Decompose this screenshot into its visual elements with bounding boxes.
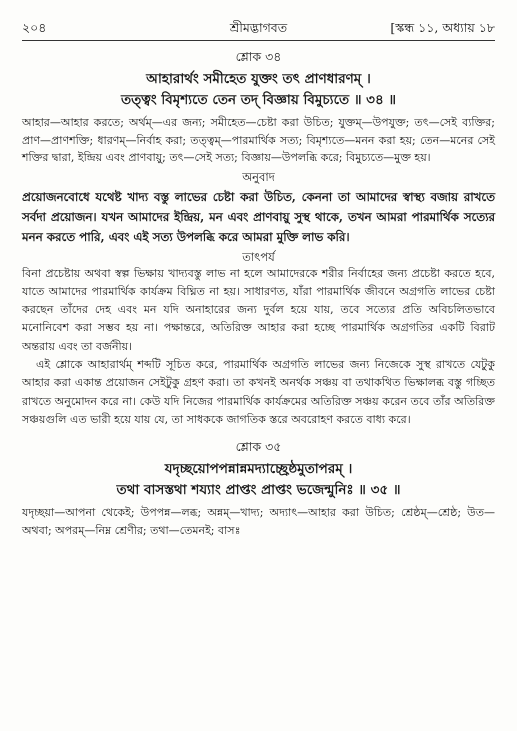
verse-line: যদৃচ্ছয়োপপন্নান্নমদ্যাচ্ছ্রেষ্ঠমুতাপরম্ । (164, 461, 353, 478)
sloka-34-heading: শ্লোক ৩৪ (235, 49, 282, 64)
book-title: শ্রীমদ্ভাগবত (229, 20, 288, 35)
sloka-35-word-for-word: যদৃচ্ছয়া—আপনা থেকেই; উপপন্ন—লব্ধ; অন্নম্—খাদ্য; অদ্যাৎ—আহার করা উচিত; শ্রেষ্ঠম্—শ্রেষ্ঠ; উত—অথবা; অপরম্—নিম্ন শ্রেণীর; তথা—তেমনই; বাসঃ (22, 506, 495, 537)
page-number: ২০৪ (22, 20, 47, 35)
verse-line: তথা বাসস্তথা শয্যাং প্রাপ্তং প্রাপ্তং ভজেন্মুনিঃ ॥ ৩৫ ॥ (116, 482, 401, 499)
purport-heading: তাৎপর্য (242, 249, 275, 264)
purport-paragraph: বিনা প্রচেষ্টায় অথবা স্বল্প ভিক্ষায় খাদ্যবস্তু লাভ না হলে আমাদেরকে শরীর নির্বাহের জন্য প্রচেষ্টা করতে হবে, যাতে আমাদের পারমার্থিক কার্যক্রম বিঘ্নিত না হয়। সাধারণত, যাঁরা পারমার্থিক জীবনে অগ্রগতি লাভের চেষ্টা করছেন তাঁদের দেহ এবং মন যদি অনাহারের জন্য দুর্বল হয়ে যায়, তবে সত্যের প্রতি অবিচলিতভাবে মনোনিবেশ করা সম্ভব হয় না। পক্ষান্তরে, অতিরিক্ত আহার করা হচ্ছে পারমার্থিক অগ্রগতির একটি বিরাট অন্তরায় এবং তা বর্জনীয়। (22, 266, 495, 353)
sloka-34-translation: প্রয়োজনবোধে যথেষ্ট খাদ্য বস্তু লাভের চেষ্টা করা উচিত, কেননা তা আমাদের স্বাস্থ্য বজায় রাখতে সর্বদা প্রয়োজন। যখন আমাদের ইন্দ্রিয়, মন এবং প্রাণবায়ু সুস্থ থাকে, তখন আমরা পারমার্থিক সত্যের মনন করতে পারি, এবং এই সত্য উপলব্ধি করে আমরা মুক্তি লাভ করি। (22, 189, 495, 244)
sloka-34-purport (22, 265, 495, 430)
chapter-reference: [স্কন্ধ ১১, অধ্যায় ১৮ (390, 20, 495, 35)
running-header (22, 18, 495, 41)
verse-line: তত্ত্বং বিমৃশ্যতে তেন তদ্ বিজ্ঞায় বিমুচ্যতে ॥ ৩৪ ॥ (120, 92, 397, 108)
verse-line: আহারার্থং সমীহেত যুক্তং তৎ প্রাণধারণম্ । (146, 71, 371, 87)
sloka-35-heading: শ্লোক ৩৫ (235, 439, 282, 455)
sloka-35-verse (22, 459, 495, 501)
sloka-34-verse (22, 69, 495, 111)
translation-heading: অনুবাদ (242, 169, 275, 184)
sloka-34-word-for-word: আহার—আহার করতে; অর্থম্—এর জন্য; সমীহেত—চেষ্টা করা উচিত; যুক্তম্—উপযুক্ত; তৎ—সেই ব্যক্তির; প্রাণ—প্রাণশক্তি; ধারণম্—নির্বাহ করা; তত্ত্বম্—পারমার্থিক সত্য; বিমৃশ্যতে—মনন করা হয়; তেন—মনের সেই শক্তির দ্বারা, ইন্দ্রিয় এবং প্রাণবায়ু; তৎ—সেই সত্য; বিজ্ঞায়—উপলব্ধি করে; বিমুচ্যতে—মুক্ত হয়। (22, 116, 495, 164)
book-page (22, 18, 495, 539)
purport-paragraph: এই শ্লোকে আহারার্থম্ শব্দটি সূচিত করে, পারমার্থিক অগ্রগতি লাভের জন্য নিজেকে সুস্থ রাখতে যেটুকু আহার করা একান্ত প্রয়োজন সেইটুকু গ্রহণ করা। তা কখনই অনর্থক সঞ্চয় বা তথাকথিত ভিক্ষালব্ধ বস্তু গচ্ছিত রাখতে অনুমোদন করে না। কেউ যদি নিজের পারমার্থিক কার্যক্রমের অতিরিক্ত সঞ্চয় করেন তবে তাঁর অতিরিক্ত সঞ্চয়গুলি এত ভারী হয়ে যায় যে, তা সাধককে জাগতিক স্তরে অবরোহণ করতে বাধ্য করে। (22, 357, 495, 426)
